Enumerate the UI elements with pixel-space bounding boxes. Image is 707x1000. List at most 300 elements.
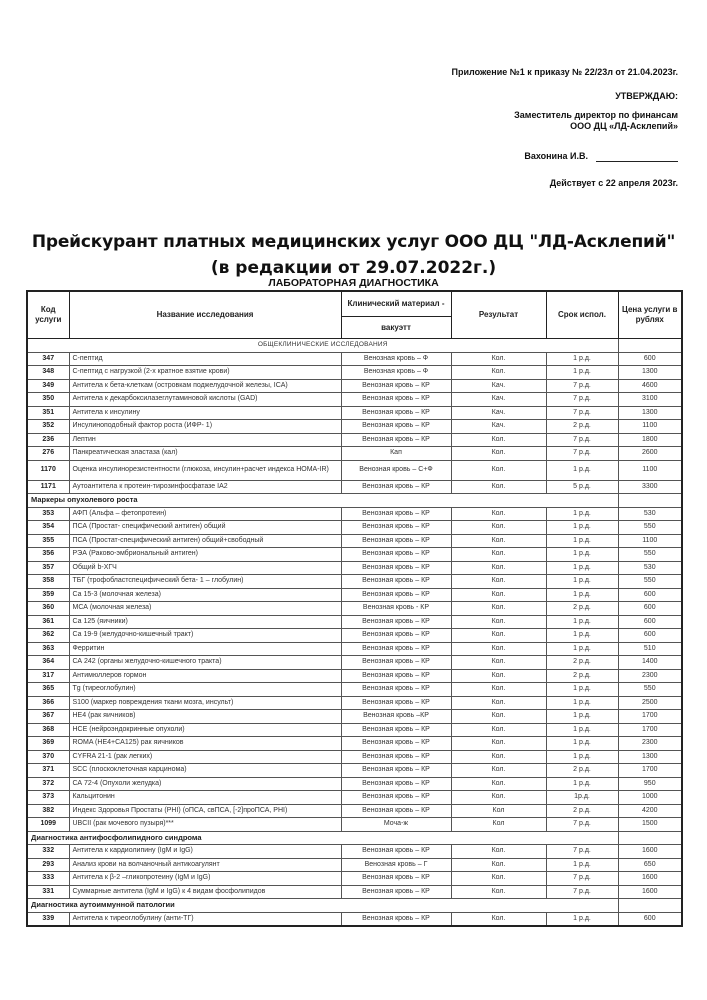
cell-material: Венозная кровь – КР (341, 548, 451, 562)
cell-code: 354 (27, 521, 69, 535)
header-name: Название исследования (69, 291, 341, 339)
cell-material: Венозная кровь – КР (341, 406, 451, 420)
cell-material: Венозная кровь – КР (341, 723, 451, 737)
cell-material: Венозная кровь – КР (341, 480, 451, 494)
cell-price: 1700 (618, 710, 682, 724)
table-row (27, 885, 682, 899)
cell-material: Венозная кровь – КР (341, 791, 451, 805)
cell-term: 1 р.д. (546, 588, 618, 602)
table-row (27, 433, 682, 447)
cell-term: 1 р.д. (546, 548, 618, 562)
cell-name: ТБГ (трофобластспецифический бета- 1 – глобулин) (69, 575, 341, 589)
cell-price: 1300 (618, 406, 682, 420)
cell-material: Венозная кровь – КР (341, 588, 451, 602)
cell-price: 530 (618, 507, 682, 521)
cell-code: 382 (27, 804, 69, 818)
cell-code: 356 (27, 548, 69, 562)
cell-result: Кол. (451, 352, 546, 366)
cell-term: 1 р.д. (546, 710, 618, 724)
table-row (27, 723, 682, 737)
cell-name: S100 (маркер повреждения ткани мозга, инсульт) (69, 696, 341, 710)
cell-price: 1300 (618, 366, 682, 380)
cell-material: Венозная кровь – КР (341, 642, 451, 656)
cell-code: 350 (27, 393, 69, 407)
table-row (27, 629, 682, 643)
table-row (27, 615, 682, 629)
cell-name: UBCII (рак мочевого пузыря)*** (69, 818, 341, 832)
cell-price: 4600 (618, 379, 682, 393)
cell-material: Венозная кровь – КР (341, 764, 451, 778)
cell-material: Венозная кровь –КР (341, 710, 451, 724)
cell-result: Кол. (451, 629, 546, 643)
cell-name: Антитела к β-2 –гликопротеину (IgM и IgG) (69, 872, 341, 886)
header-term: Срок испол. (546, 291, 618, 339)
cell-result: Кол (451, 804, 546, 818)
cell-name: Антитела к инсулину (69, 406, 341, 420)
cell-term: 7 р.д. (546, 872, 618, 886)
cell-result: Кол. (451, 858, 546, 872)
cell-material: Венозная кровь – КР (341, 521, 451, 535)
cell-term: 1 р.д. (546, 521, 618, 535)
cell-result: Кол. (451, 366, 546, 380)
cell-result: Кол. (451, 447, 546, 461)
cell-code: 368 (27, 723, 69, 737)
cell-code: 355 (27, 534, 69, 548)
cell-code: 371 (27, 764, 69, 778)
cell-code: 370 (27, 750, 69, 764)
cell-term: 1 р.д. (546, 615, 618, 629)
cell-name: Кальцитонин (69, 791, 341, 805)
cell-term: 1 р.д. (546, 723, 618, 737)
table-row (27, 480, 682, 494)
cell-material: Венозная кровь – КР (341, 433, 451, 447)
document-title: Прейскурант платных медицинских услуг ООО ДЦ "ЛД-Асклепий" (31, 232, 676, 252)
section-header-row (27, 494, 682, 508)
section-price-blank (618, 339, 682, 353)
cell-material: Венозная кровь – КР (341, 872, 451, 886)
cell-material: Венозная кровь – КР (341, 393, 451, 407)
cell-term: 1 р.д. (546, 352, 618, 366)
cell-material: Венозная кровь – КР (341, 777, 451, 791)
cell-price: 550 (618, 683, 682, 697)
cell-term: 1 р.д. (546, 912, 618, 926)
cell-name: Инсулиноподобный фактор роста (ИФР- 1) (69, 420, 341, 434)
section-price-blank (618, 494, 682, 508)
cell-material: Венозная кровь – КР (341, 696, 451, 710)
cell-material: Венозная кровь - КР (341, 602, 451, 616)
cell-result: Кол. (451, 588, 546, 602)
cell-result: Кол. (451, 683, 546, 697)
cell-code: 357 (27, 561, 69, 575)
cell-price: 4200 (618, 804, 682, 818)
table-row (27, 548, 682, 562)
cell-term: 2 р.д. (546, 420, 618, 434)
cell-code: 369 (27, 737, 69, 751)
table-row (27, 534, 682, 548)
cell-material: Венозная кровь – КР (341, 379, 451, 393)
cell-code: 1171 (27, 480, 69, 494)
cell-term: 2 р.д. (546, 602, 618, 616)
cell-name: HE4 (рак яичников) (69, 710, 341, 724)
table-row (27, 872, 682, 886)
cell-result: Кач. (451, 420, 546, 434)
cell-price: 530 (618, 561, 682, 575)
cell-price: 600 (618, 912, 682, 926)
cell-material: Венозная кровь – С+Ф (341, 460, 451, 480)
cell-material: Венозная кровь – КР (341, 845, 451, 859)
cell-result: Кач. (451, 393, 546, 407)
cell-name: Лептин (69, 433, 341, 447)
cell-term: 1 р.д. (546, 507, 618, 521)
cell-term: 7 р.д. (546, 379, 618, 393)
cell-material: Венозная кровь – КР (341, 750, 451, 764)
cell-name: Суммарные антитела (IgM и IgG) к 4 видам фосфолипидов (69, 885, 341, 899)
cell-price: 1100 (618, 460, 682, 480)
approver-position (514, 110, 678, 132)
approve-label: УТВЕРЖДАЮ: (615, 91, 678, 101)
cell-result: Кол. (451, 602, 546, 616)
cell-code: 236 (27, 433, 69, 447)
cell-code: 293 (27, 858, 69, 872)
section-title: Диагностика аутоиммунной патологии (27, 899, 618, 913)
appendix-note: Приложение №1 к приказу № 22/23л от 21.04.2023г. (451, 67, 678, 77)
cell-name: Панкреатическая эластаза (кал) (69, 447, 341, 461)
cell-name: Антитела к тиреоглобулину (анти-ТГ) (69, 912, 341, 926)
cell-name: SCC (плоскоклеточная карцинома) (69, 764, 341, 778)
cell-price: 510 (618, 642, 682, 656)
cell-name: РЭА (Раково-эмбриональный антиген) (69, 548, 341, 562)
table-row (27, 737, 682, 751)
cell-price: 1600 (618, 845, 682, 859)
cell-code: 276 (27, 447, 69, 461)
cell-result: Кол (451, 818, 546, 832)
signature-line (524, 151, 678, 162)
cell-term: 7 р.д. (546, 433, 618, 447)
approver-position-line1: Заместитель директор по финансам (514, 110, 678, 120)
cell-result: Кол. (451, 669, 546, 683)
cell-name: ROMA (HE4+CA125) рак яичников (69, 737, 341, 751)
table-row (27, 912, 682, 926)
header-price: Цена услуги в рублях (618, 291, 682, 339)
cell-price: 600 (618, 588, 682, 602)
cell-price: 600 (618, 602, 682, 616)
cell-term: 5 р.д. (546, 480, 618, 494)
cell-term: 7 р.д. (546, 845, 618, 859)
cell-material: Венозная кровь – КР (341, 629, 451, 643)
cell-term: 1р.д. (546, 791, 618, 805)
table-row (27, 656, 682, 670)
cell-price: 1600 (618, 885, 682, 899)
cell-code: 351 (27, 406, 69, 420)
cell-price: 2300 (618, 669, 682, 683)
cell-term: 1 р.д. (546, 750, 618, 764)
cell-result: Кол. (451, 642, 546, 656)
cell-name: Аутоантитела к протеин-тирозинфосфатазе IA2 (69, 480, 341, 494)
cell-material: Венозная кровь – КР (341, 615, 451, 629)
table-row (27, 602, 682, 616)
cell-material: Венозная кровь – Ф (341, 352, 451, 366)
table-row (27, 791, 682, 805)
cell-material: Венозная кровь – КР (341, 683, 451, 697)
cell-name: С-пептид с нагрузкой (2-х кратное взятие крови) (69, 366, 341, 380)
cell-result: Кол. (451, 710, 546, 724)
cell-price: 1500 (618, 818, 682, 832)
cell-term: 7 р.д. (546, 885, 618, 899)
cell-code: 366 (27, 696, 69, 710)
section-price-blank (618, 899, 682, 913)
table-row (27, 393, 682, 407)
cell-code: 332 (27, 845, 69, 859)
table-row (27, 420, 682, 434)
cell-code: 1170 (27, 460, 69, 480)
cell-code: 358 (27, 575, 69, 589)
cell-material: Венозная кровь – КР (341, 561, 451, 575)
cell-name: С-пептид (69, 352, 341, 366)
table-row (27, 777, 682, 791)
cell-name: Антимюллеров гормон (69, 669, 341, 683)
document-edition: (в редакции от 29.07.2022г.) (210, 258, 497, 278)
effective-date: Действует с 22 апреля 2023г. (549, 178, 678, 188)
cell-code: 365 (27, 683, 69, 697)
cell-result: Кол. (451, 885, 546, 899)
cell-term: 7 р.д. (546, 393, 618, 407)
cell-result: Кол. (451, 791, 546, 805)
cell-name: Индекс Здоровья Простаты (PHI) (оПСА, свПСА, [-2]проПСА, PHI) (69, 804, 341, 818)
header-code: Код услуги (27, 291, 69, 339)
cell-term: 2 р.д. (546, 764, 618, 778)
cell-result: Кол. (451, 507, 546, 521)
cell-name: ПСА (Простат-специфический антиген) общий+свободный (69, 534, 341, 548)
cell-name: ПСА (Простат- специфический антиген) общий (69, 521, 341, 535)
table-row (27, 710, 682, 724)
cell-material: Венозная кровь – Ф (341, 366, 451, 380)
cell-result: Кол. (451, 656, 546, 670)
cell-material: Венозная кровь – КР (341, 804, 451, 818)
cell-price: 3100 (618, 393, 682, 407)
cell-code: 364 (27, 656, 69, 670)
cell-price: 2300 (618, 737, 682, 751)
cell-term: 1 р.д. (546, 561, 618, 575)
cell-price: 550 (618, 575, 682, 589)
cell-price: 1700 (618, 764, 682, 778)
cell-code: 348 (27, 366, 69, 380)
cell-code: 353 (27, 507, 69, 521)
cell-name: Антитела к декарбоксилазеглутаминовой кислоты (GAD) (69, 393, 341, 407)
cell-result: Кач. (451, 406, 546, 420)
cell-code: 363 (27, 642, 69, 656)
cell-result: Кол. (451, 750, 546, 764)
cell-code: 349 (27, 379, 69, 393)
cell-code: 317 (27, 669, 69, 683)
cell-material: Моча-ж (341, 818, 451, 832)
cell-result: Кач. (451, 379, 546, 393)
cell-code: 352 (27, 420, 69, 434)
cell-term: 1 р.д. (546, 858, 618, 872)
cell-name: Общий b-ХГЧ (69, 561, 341, 575)
cell-result: Кол. (451, 575, 546, 589)
cell-result: Кол. (451, 460, 546, 480)
table-row (27, 764, 682, 778)
table-row (27, 575, 682, 589)
header-material-top: Клинический материал - (341, 291, 451, 317)
table-row (27, 561, 682, 575)
table-row (27, 804, 682, 818)
cell-price: 600 (618, 629, 682, 643)
cell-price: 1100 (618, 420, 682, 434)
cell-material: Венозная кровь – КР (341, 885, 451, 899)
cell-material: Венозная кровь – КР (341, 669, 451, 683)
cell-name: Са 19-9 (желудочно-кишечный тракт) (69, 629, 341, 643)
section-title: Маркеры опухолевого роста (27, 494, 618, 508)
table-row (27, 696, 682, 710)
cell-result: Кол. (451, 548, 546, 562)
cell-material: Венозная кровь – КР (341, 656, 451, 670)
cell-term: 1 р.д. (546, 534, 618, 548)
cell-term: 2 р.д. (546, 656, 618, 670)
cell-price: 1700 (618, 723, 682, 737)
cell-name: Оценка инсулинорезистентности (глюкоза, инсулин+расчет индекса HOMA-IR) (69, 460, 341, 480)
cell-name: МСА (молочная железа) (69, 602, 341, 616)
cell-name: HCE (нейроэндокринные опухоли) (69, 723, 341, 737)
header-material-bottom: вакуэтт (341, 317, 451, 339)
cell-term: 2 р.д. (546, 669, 618, 683)
cell-name: Антитела к кардиолипину (IgM и IgG) (69, 845, 341, 859)
cell-result: Кол. (451, 696, 546, 710)
table-row (27, 858, 682, 872)
cell-material: Венозная кровь – КР (341, 912, 451, 926)
cell-price: 1600 (618, 872, 682, 886)
cell-term: 7 р.д. (546, 447, 618, 461)
cell-price: 1400 (618, 656, 682, 670)
cell-name: Ферритин (69, 642, 341, 656)
cell-code: 360 (27, 602, 69, 616)
table-row (27, 642, 682, 656)
cell-term: 1 р.д. (546, 629, 618, 643)
section-header-row (27, 831, 682, 845)
cell-name: АФП (Альфа – фетопротеин) (69, 507, 341, 521)
cell-material: Венозная кровь – КР (341, 575, 451, 589)
cell-result: Кол. (451, 615, 546, 629)
cell-price: 550 (618, 548, 682, 562)
table-row (27, 818, 682, 832)
cell-code: 367 (27, 710, 69, 724)
cell-code: 347 (27, 352, 69, 366)
cell-price: 950 (618, 777, 682, 791)
cell-price: 550 (618, 521, 682, 535)
cell-result: Кол. (451, 480, 546, 494)
cell-result: Кол. (451, 521, 546, 535)
table-row (27, 683, 682, 697)
cell-term: 7 р.д. (546, 818, 618, 832)
cell-name: Са 125 (яичники) (69, 615, 341, 629)
cell-term: 1 р.д. (546, 777, 618, 791)
cell-result: Кол. (451, 534, 546, 548)
signatory-name: Вахонина И.В. (524, 151, 588, 161)
cell-result: Кол. (451, 872, 546, 886)
table-row (27, 460, 682, 480)
cell-result: Кол. (451, 433, 546, 447)
cell-price: 600 (618, 352, 682, 366)
cell-code: 372 (27, 777, 69, 791)
cell-material: Венозная кровь – КР (341, 737, 451, 751)
cell-result: Кол. (451, 561, 546, 575)
cell-material: Венозная кровь – КР (341, 507, 451, 521)
section-price-blank (618, 831, 682, 845)
cell-term: 1 р.д. (546, 683, 618, 697)
cell-price: 1800 (618, 433, 682, 447)
cell-name: Анализ крови на волчаночный антикоагулянт (69, 858, 341, 872)
cell-price: 1000 (618, 791, 682, 805)
cell-price: 650 (618, 858, 682, 872)
table-row (27, 521, 682, 535)
cell-result: Кол. (451, 845, 546, 859)
section-title: Диагностика антифосфолипидного синдрома (27, 831, 618, 845)
cell-code: 373 (27, 791, 69, 805)
cell-code: 359 (27, 588, 69, 602)
cell-price: 600 (618, 615, 682, 629)
table-row (27, 588, 682, 602)
cell-term: 1 р.д. (546, 642, 618, 656)
approver-position-line2: ООО ДЦ «ЛД-Асклепий» (570, 121, 678, 131)
cell-name: Са 15-3 (молочная железа) (69, 588, 341, 602)
table-row (27, 669, 682, 683)
cell-term: 1 р.д. (546, 575, 618, 589)
cell-result: Кол. (451, 737, 546, 751)
cell-code: 362 (27, 629, 69, 643)
cell-term: 2 р.д. (546, 804, 618, 818)
table-row (27, 366, 682, 380)
header-result: Результат (451, 291, 546, 339)
table-row (27, 845, 682, 859)
cell-price: 2600 (618, 447, 682, 461)
cell-result: Кол. (451, 912, 546, 926)
cell-term: 1 р.д. (546, 737, 618, 751)
cell-price: 3300 (618, 480, 682, 494)
table-row (27, 507, 682, 521)
cell-price: 1100 (618, 534, 682, 548)
cell-name: CYFRA 21-1 (рак легких) (69, 750, 341, 764)
cell-result: Кол. (451, 777, 546, 791)
cell-name: Tg (тиреоглобулин) (69, 683, 341, 697)
cell-code: 1099 (27, 818, 69, 832)
cell-term: 1 р.д. (546, 460, 618, 480)
table-row (27, 447, 682, 461)
table-row (27, 750, 682, 764)
cell-material: Кап (341, 447, 451, 461)
cell-name: СА 242 (органы желудочно-кишечного тракта) (69, 656, 341, 670)
section-header-row (27, 899, 682, 913)
table-row (27, 406, 682, 420)
cell-price: 1300 (618, 750, 682, 764)
cell-code: 361 (27, 615, 69, 629)
cell-code: 339 (27, 912, 69, 926)
cell-term: 1 р.д. (546, 366, 618, 380)
cell-term: 1 р.д. (546, 696, 618, 710)
section-title: ОБЩЕКЛИНИЧЕСКИЕ ИССЛЕДОВАНИЯ (27, 339, 618, 353)
cell-code: 331 (27, 885, 69, 899)
table-row (27, 352, 682, 366)
price-table (26, 290, 683, 927)
cell-material: Венозная кровь – Г (341, 858, 451, 872)
section-heading: ЛАБОРАТОРНАЯ ДИАГНОСТИКА (268, 277, 439, 289)
table-row (27, 379, 682, 393)
cell-name: СА 72-4 (Опухоли желудка) (69, 777, 341, 791)
table-body (27, 339, 682, 927)
cell-term: 7 р.д. (546, 406, 618, 420)
cell-material: Венозная кровь – КР (341, 534, 451, 548)
cell-material: Венозная кровь – КР (341, 420, 451, 434)
cell-name: Антитела к бета-клеткам (островкам поджелудочной железы, ICA) (69, 379, 341, 393)
